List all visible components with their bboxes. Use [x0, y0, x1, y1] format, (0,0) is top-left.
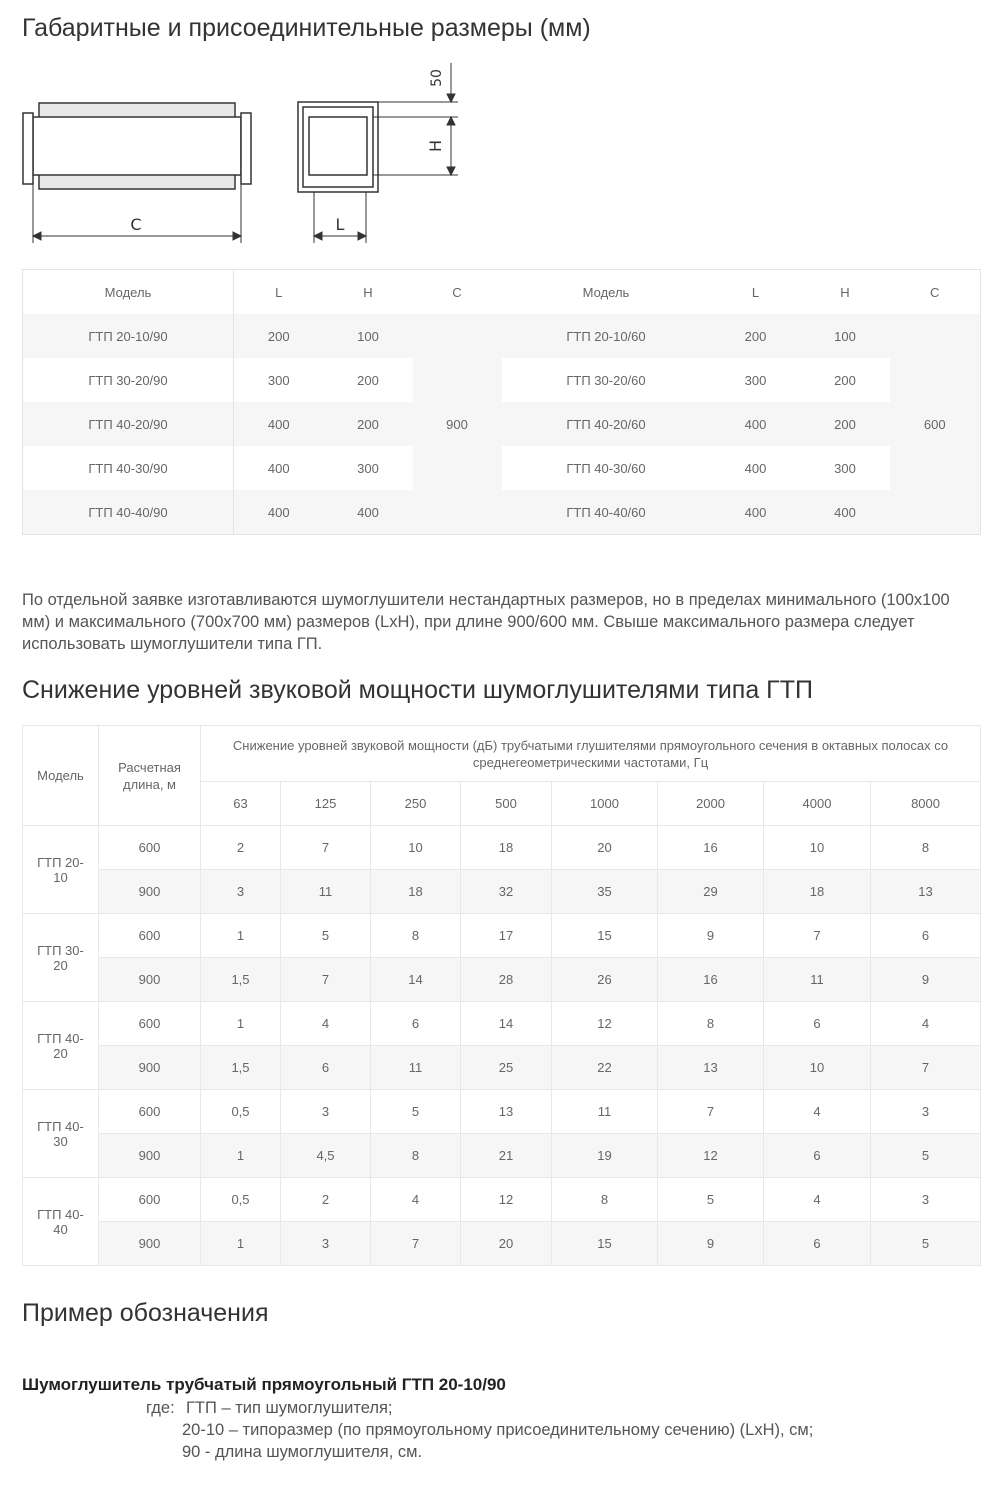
- reduction-value-cell: 4: [871, 1002, 981, 1046]
- reduction-value-cell: 4: [281, 1002, 371, 1046]
- reduction-value-cell: 7: [764, 914, 871, 958]
- reduction-value-cell: 8: [371, 1134, 461, 1178]
- model-cell: ГТП 20-10: [23, 826, 99, 914]
- length-cell: 900: [99, 870, 201, 914]
- freq-header: 4000: [764, 782, 871, 826]
- reduction-value-cell: 14: [461, 1002, 552, 1046]
- reduction-value-cell: 3: [281, 1222, 371, 1266]
- reduction-value-cell: 20: [552, 826, 658, 870]
- header-c-right: C: [930, 284, 940, 300]
- l-cell: 400: [234, 402, 324, 446]
- reduction-value-cell: 5: [871, 1134, 981, 1178]
- reduction-value-cell: 4: [764, 1178, 871, 1222]
- header-h-left: H: [363, 284, 373, 300]
- h-cell: 200: [357, 372, 379, 388]
- reduction-value-cell: 4,5: [281, 1134, 371, 1178]
- model-cell: ГТП 30-20/90: [23, 358, 234, 402]
- reduction-value-cell: 25: [461, 1046, 552, 1090]
- example-where-line: [146, 1397, 392, 1419]
- reduction-value-cell: 1,5: [201, 958, 281, 1002]
- reduction-value-cell: 10: [371, 826, 461, 870]
- table-row: [23, 1222, 981, 1266]
- h-cell: 100: [324, 314, 413, 358]
- reduction-value-cell: 6: [764, 1002, 871, 1046]
- example-product-name: Шумоглушитель трубчатый прямоугольный ГТП 20-10/90: [22, 1375, 506, 1394]
- reduction-value-cell: 18: [461, 826, 552, 870]
- freq-header: 1000: [552, 782, 658, 826]
- reduction-value-cell: 5: [281, 914, 371, 958]
- header-model-left: Модель: [23, 270, 234, 315]
- header-l-right: L: [751, 284, 760, 300]
- custom-sizes-note: По отдельной заявке изготавливаются шумоглушители нестандартных размеров, но в пределах минимального (100х100 мм) и максимального (700х700 мм) размеров (LxH), при длине 900/600 мм. Свыше максимального размера следует использовать шумоглушители типа ГП.: [22, 591, 950, 653]
- reduction-value-cell: 7: [371, 1222, 461, 1266]
- l-cell: 400: [711, 490, 801, 535]
- top-offset-label: 50: [429, 69, 445, 87]
- model-cell: ГТП 40-20/60: [502, 402, 711, 446]
- c-value-left: 900: [413, 314, 502, 535]
- length-cell: 600: [99, 914, 201, 958]
- model-cell: ГТП 40-40/90: [23, 490, 234, 535]
- reduction-value-cell: 12: [461, 1178, 552, 1222]
- reduction-value-cell: 0,5: [201, 1090, 281, 1134]
- length-cell: 900: [99, 1134, 201, 1178]
- reduction-value-cell: 7: [871, 1046, 981, 1090]
- reduction-value-cell: 17: [461, 914, 552, 958]
- header-c-left: C: [452, 284, 462, 300]
- reduction-value-cell: 12: [552, 1002, 658, 1046]
- model-cell: ГТП 40-40/60: [502, 490, 711, 535]
- noise-reduction-heading: Снижение уровней звуковой мощности шумоглушителями типа ГТП: [22, 676, 813, 704]
- reduction-value-cell: 26: [552, 958, 658, 1002]
- reduction-value-cell: 3: [201, 870, 281, 914]
- reduction-value-cell: 3: [871, 1090, 981, 1134]
- reduction-value-cell: 1: [201, 1222, 281, 1266]
- reduction-value-cell: 22: [552, 1046, 658, 1090]
- h-cell: 200: [801, 402, 890, 446]
- h-cell: 300: [357, 460, 379, 476]
- model-cell: ГТП 40-20: [23, 1002, 99, 1090]
- reduction-value-cell: 11: [764, 958, 871, 1002]
- reduction-value-cell: 1: [201, 914, 281, 958]
- reduction-value-cell: 5: [371, 1090, 461, 1134]
- table-row: [23, 1134, 981, 1178]
- header-model-right: Модель: [582, 284, 630, 300]
- length-cell: 600: [99, 826, 201, 870]
- length-cell: 600: [99, 1090, 201, 1134]
- table-row: [23, 1046, 981, 1090]
- reduction-value-cell: 15: [552, 1222, 658, 1266]
- reduction-value-cell: 9: [658, 1222, 764, 1266]
- h-cell: 100: [801, 314, 890, 358]
- reduction-value-cell: 5: [658, 1178, 764, 1222]
- type-description: ГТП – тип шумоглушителя;: [186, 1399, 393, 1417]
- l-label: L: [335, 215, 345, 234]
- reduction-value-cell: 18: [371, 870, 461, 914]
- c-value-right: 600: [890, 314, 981, 535]
- table-row: [23, 490, 981, 535]
- h-label: H: [426, 139, 445, 153]
- reduction-value-cell: 10: [764, 826, 871, 870]
- reduction-value-cell: 11: [371, 1046, 461, 1090]
- header-design-length: Расчетная длина, м: [99, 726, 201, 826]
- length-cell: 600: [99, 1178, 201, 1222]
- length-cell: 600: [99, 1002, 201, 1046]
- l-cell: 400: [711, 402, 801, 446]
- reduction-value-cell: 3: [281, 1090, 371, 1134]
- freq-header: 125: [281, 782, 371, 826]
- reduction-value-cell: 1: [201, 1134, 281, 1178]
- model-cell: ГТП 30-20: [23, 914, 99, 1002]
- reduction-value-cell: 6: [764, 1222, 871, 1266]
- length-description: 90 - длина шумоглушителя, см.: [182, 1443, 423, 1461]
- table-row: [23, 958, 981, 1002]
- reduction-value-cell: 7: [281, 826, 371, 870]
- header-description: Снижение уровней звуковой мощности (дБ) трубчатыми глушителями прямоугольного сечения в октавных полосах со среднегеометрическими частотами, Гц: [201, 726, 981, 782]
- reduction-value-cell: 5: [871, 1222, 981, 1266]
- reduction-value-cell: 16: [658, 958, 764, 1002]
- silencer-front-duct: [309, 117, 367, 175]
- h-cell: 300: [834, 460, 856, 476]
- reduction-value-cell: 21: [461, 1134, 552, 1178]
- dimension-drawing: [16, 58, 476, 253]
- reduction-value-cell: 4: [764, 1090, 871, 1134]
- reduction-value-cell: 8: [552, 1178, 658, 1222]
- model-cell: ГТП 40-30: [23, 1090, 99, 1178]
- noise-reduction-table: [22, 725, 981, 1266]
- table-row: [23, 1002, 981, 1046]
- table-row: [23, 1178, 981, 1222]
- reduction-value-cell: 9: [871, 958, 981, 1002]
- size-description: 20-10 – типоразмер (по прямоугольному присоединительному сечению) (LxH), см;: [182, 1421, 814, 1439]
- reduction-value-cell: 6: [764, 1134, 871, 1178]
- model-cell: ГТП 40-20/90: [23, 402, 234, 446]
- l-cell: 200: [234, 314, 324, 358]
- reduction-value-cell: 2: [281, 1178, 371, 1222]
- reduction-value-cell: 19: [552, 1134, 658, 1178]
- h-cell: 400: [801, 490, 890, 535]
- reduction-value-cell: 14: [371, 958, 461, 1002]
- reduction-value-cell: 28: [461, 958, 552, 1002]
- where-label: где:: [146, 1399, 175, 1417]
- reduction-value-cell: 11: [281, 870, 371, 914]
- reduction-value-cell: 8: [371, 914, 461, 958]
- freq-header: 2000: [658, 782, 764, 826]
- reduction-value-cell: 7: [658, 1090, 764, 1134]
- silencer-side-duct: [33, 117, 241, 175]
- h-cell: 200: [324, 402, 413, 446]
- table-row: [23, 314, 981, 358]
- right-flange: [241, 113, 251, 184]
- model-cell: ГТП 20-10/90: [23, 314, 234, 358]
- l-cell: 300: [267, 372, 290, 388]
- l-cell: 300: [744, 372, 767, 388]
- model-cell: ГТП 20-10/60: [502, 314, 711, 358]
- reduction-value-cell: 1: [201, 1002, 281, 1046]
- l-cell: 400: [744, 460, 767, 476]
- table-row: [23, 870, 981, 914]
- l-cell: 200: [711, 314, 801, 358]
- table-row: [23, 402, 981, 446]
- reduction-value-cell: 3: [871, 1178, 981, 1222]
- left-flange: [23, 113, 33, 184]
- reduction-value-cell: 6: [871, 914, 981, 958]
- reduction-value-cell: 7: [281, 958, 371, 1002]
- reduction-value-cell: 8: [871, 826, 981, 870]
- reduction-value-cell: 13: [871, 870, 981, 914]
- h-cell: 200: [834, 372, 856, 388]
- length-cell: 900: [99, 958, 201, 1002]
- table-row: [23, 826, 981, 870]
- reduction-value-cell: 29: [658, 870, 764, 914]
- header-model: Модель: [23, 726, 99, 826]
- length-cell: 900: [99, 1222, 201, 1266]
- reduction-value-cell: 32: [461, 870, 552, 914]
- reduction-value-cell: 1,5: [201, 1046, 281, 1090]
- model-cell: ГТП 40-30/90: [23, 446, 234, 490]
- reduction-value-cell: 12: [658, 1134, 764, 1178]
- reduction-value-cell: 35: [552, 870, 658, 914]
- freq-header: 63: [201, 782, 281, 826]
- header-l-left: L: [275, 284, 283, 300]
- noise-header-row: [23, 726, 981, 782]
- reduction-value-cell: 2: [201, 826, 281, 870]
- reduction-value-cell: 10: [764, 1046, 871, 1090]
- freq-header: 250: [371, 782, 461, 826]
- reduction-value-cell: 6: [371, 1002, 461, 1046]
- l-cell: 400: [267, 460, 290, 476]
- reduction-value-cell: 11: [552, 1090, 658, 1134]
- reduction-value-cell: 8: [658, 1002, 764, 1046]
- reduction-value-cell: 18: [764, 870, 871, 914]
- model-cell: ГТП 30-20/60: [566, 372, 646, 388]
- dims-header-row: [23, 270, 981, 315]
- length-cell: 900: [99, 1046, 201, 1090]
- reduction-value-cell: 16: [658, 826, 764, 870]
- table-row: [23, 1090, 981, 1134]
- reduction-value-cell: 0,5: [201, 1178, 281, 1222]
- l-cell: 400: [234, 490, 324, 535]
- dimensions-table: [22, 269, 981, 535]
- freq-header: 500: [461, 782, 552, 826]
- reduction-value-cell: 13: [658, 1046, 764, 1090]
- table-row: [23, 914, 981, 958]
- reduction-value-cell: 6: [281, 1046, 371, 1090]
- table-row: [23, 358, 981, 402]
- table-row: [23, 446, 981, 490]
- reduction-value-cell: 13: [461, 1090, 552, 1134]
- reduction-value-cell: 4: [371, 1178, 461, 1222]
- freq-header: 8000: [871, 782, 981, 826]
- designation-example-heading: Пример обозначения: [22, 1299, 269, 1327]
- header-h-right: H: [840, 284, 850, 300]
- dimensions-heading: Габаритные и присоединительные размеры (мм): [22, 14, 591, 42]
- reduction-value-cell: 20: [461, 1222, 552, 1266]
- c-label: C: [130, 215, 142, 234]
- model-cell: ГТП 40-40: [23, 1178, 99, 1266]
- h-cell: 400: [324, 490, 413, 535]
- reduction-value-cell: 15: [552, 914, 658, 958]
- reduction-value-cell: 9: [658, 914, 764, 958]
- model-cell: ГТП 40-30/60: [566, 460, 646, 476]
